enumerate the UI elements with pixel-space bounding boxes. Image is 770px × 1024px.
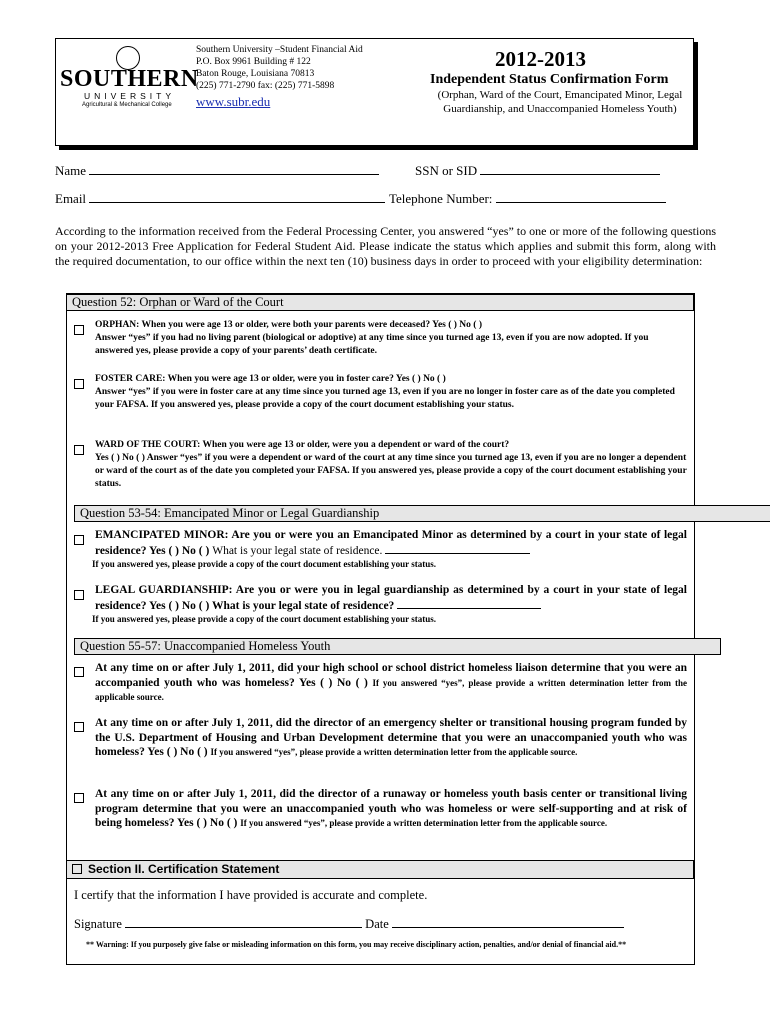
orphan-question: ORPHAN: When you were age 13 or older, were both your parents were deceased? Yes ( ) No ( ) <box>95 320 482 330</box>
foster-item <box>95 373 688 412</box>
certification-checkbox[interactable] <box>72 864 82 874</box>
emergency-shelter-question: At any time on or after July 1, 2011, did the director of an emergency shelter or transitional housing program funded by the U.S. Department of Housing and Urban Development determine that you were an unaccompanied youth who was homeless? Yes ( ) No ( ) <box>95 717 687 758</box>
name-label: Name <box>55 163 87 178</box>
ssn-label: SSN or SID <box>415 163 478 178</box>
logo-university: UNIVERSITY <box>84 91 176 101</box>
phone-label: Telephone Number: <box>389 191 493 206</box>
address-line: Southern University –Student Financial Aid <box>196 45 363 55</box>
name-field[interactable] <box>55 163 379 179</box>
form-subtitle: (Orphan, Ward of the Court, Emancipated Minor, Legal Guardianship, and Unaccompanied Homeless Youth) <box>437 89 683 115</box>
ssn-input-line[interactable] <box>480 163 660 175</box>
ward-question: WARD OF THE COURT: When you were age 13 or older, were you a dependent or ward of the court? <box>95 440 510 450</box>
foster-instructions: Answer “yes” if you were in foster care at any time since you turned age 13, even if you are no longer in foster care as of the date you completed your FAFSA. If you answered yes, please provide a copy of the court document establishing your status. <box>95 387 675 410</box>
emergency-shelter-item <box>95 716 687 760</box>
logo-text: SOUTHERN <box>60 66 199 92</box>
emancipated-question: EMANCIPATED MINOR: Are you or were you an Emancipated Minor as determined by a court in your state of legal residence? Yes ( ) No ( ) <box>95 529 687 557</box>
foster-checkbox[interactable] <box>74 379 84 389</box>
ward-checkbox[interactable] <box>74 445 84 455</box>
emancipated-state-question: What is your legal state of residence. <box>212 544 383 557</box>
emergency-shelter-note: If you answered “yes”, please provide a written determination letter from the applicable source. <box>210 747 578 757</box>
name-input-line[interactable] <box>89 163 379 175</box>
signature-input-line[interactable] <box>125 917 362 928</box>
logo-college: Agricultural & Mechanical College <box>82 102 172 108</box>
homeless-liaison-question: At any time on or after July 1, 2011, did your high school or school district homeless liaison determine that you were an accompanied youth who was homeless? Yes ( ) No ( ) <box>95 662 687 689</box>
homeless-liaison-item <box>95 661 687 705</box>
emergency-shelter-checkbox[interactable] <box>74 722 84 732</box>
ssn-field[interactable] <box>415 163 660 179</box>
website-link[interactable]: www.subr.edu <box>196 94 271 109</box>
form-title: Independent Status Confirmation Form <box>430 72 669 87</box>
email-field[interactable] <box>55 191 385 207</box>
date-label: Date <box>365 917 389 931</box>
q55-header: Question 55-57: Unaccompanied Homeless Youth <box>74 638 721 655</box>
ward-item <box>95 439 688 491</box>
runaway-center-question: At any time on or after July 1, 2011, did the director of a runaway or homeless youth basis center or transitional living program determine that you were an unaccompanied youth who was homeless or were self-supporting and at risk of being homeless? Yes ( ) No ( ) <box>95 788 687 829</box>
runaway-center-note: If you answered “yes”, please provide a written determination letter from the applicable source. <box>240 818 608 828</box>
runaway-center-item <box>95 787 687 831</box>
email-label: Email <box>55 191 87 206</box>
certification-title: Section II. Certification Statement <box>88 862 280 876</box>
emancipated-note: If you answered yes, please provide a copy of the court document establishing your status. <box>92 559 437 569</box>
guardianship-state-input[interactable] <box>397 598 541 609</box>
ward-instructions: Yes ( ) No ( ) Answer “yes” if you were a dependent or ward of the court at any time since you turned age 13, even if you are no longer a dependent or ward of the court as of the date you completed your FAFSA. If you answered yes, please provide a copy of the court document establishing your status. <box>95 453 687 489</box>
address-line: P.O. Box 9961 Building # 122 <box>196 57 311 67</box>
certification-statement: I certify that the information I have provided is accurate and complete. <box>74 888 428 902</box>
runaway-center-checkbox[interactable] <box>74 793 84 803</box>
academic-year: 2012-2013 <box>495 47 586 71</box>
homeless-liaison-note: If you answered “yes”, please provide a written determination letter from the applicable source. <box>95 677 688 702</box>
warning-text: ** Warning: If you purposely give false or misleading information on this form, you may receive disciplinary action, penalties, and/or denial of financial aid.** <box>86 940 627 949</box>
orphan-item <box>95 319 688 358</box>
emancipated-state-input[interactable] <box>385 543 530 554</box>
intro-paragraph: According to the information received from the Federal Processing Center, you answered “yes” to one or more of the following questions on your 2012-2013 Free Application for Federal Student Aid. Please indicate the status which applies and submit this form, along with the required documentation, to our office within the next ten (10) business days in order to proceed with your eligibility determination: <box>55 224 716 268</box>
foster-question: FOSTER CARE: When you were age 13 or older, were you in foster care? Yes ( ) No ( ) <box>95 374 446 384</box>
phone-field[interactable] <box>389 191 666 207</box>
guardianship-state-question: What is your legal state of residence? <box>212 599 395 612</box>
guardianship-item <box>95 583 687 613</box>
emancipated-checkbox[interactable] <box>74 535 84 545</box>
q53-header: Question 53-54: Emancipated Minor or Legal Guardianship <box>74 505 770 522</box>
signature-label: Signature <box>74 917 122 931</box>
signature-field[interactable] <box>74 917 624 932</box>
guardianship-checkbox[interactable] <box>74 590 84 600</box>
date-input-line[interactable] <box>392 917 624 928</box>
emancipated-item <box>95 528 687 558</box>
orphan-instructions: Answer “yes” if you had no living parent (biological or adoptive) at any time since you turned age 13, even if you are now adopted. If you answered yes, please provide a copy of your parents’ death certificate. <box>95 333 649 356</box>
guardianship-question: LEGAL GUARDIANSHIP: Are you or were you in legal guardianship as determined by a court in your state of legal residence? Yes ( ) No ( ) <box>95 584 687 612</box>
address-line: Baton Rouge, Louisiana 70813 <box>196 69 315 79</box>
orphan-checkbox[interactable] <box>74 325 84 335</box>
address-block <box>196 44 363 92</box>
email-input-line[interactable] <box>89 191 385 203</box>
certification-header <box>66 860 694 879</box>
address-line: (225) 771-2790 fax: (225) 771-5898 <box>196 81 335 91</box>
q52-header: Question 52: Orphan or Ward of the Court <box>66 294 694 311</box>
homeless-liaison-checkbox[interactable] <box>74 667 84 677</box>
guardianship-note: If you answered yes, please provide a copy of the court document establishing your status. <box>92 614 437 624</box>
phone-input-line[interactable] <box>496 191 666 203</box>
